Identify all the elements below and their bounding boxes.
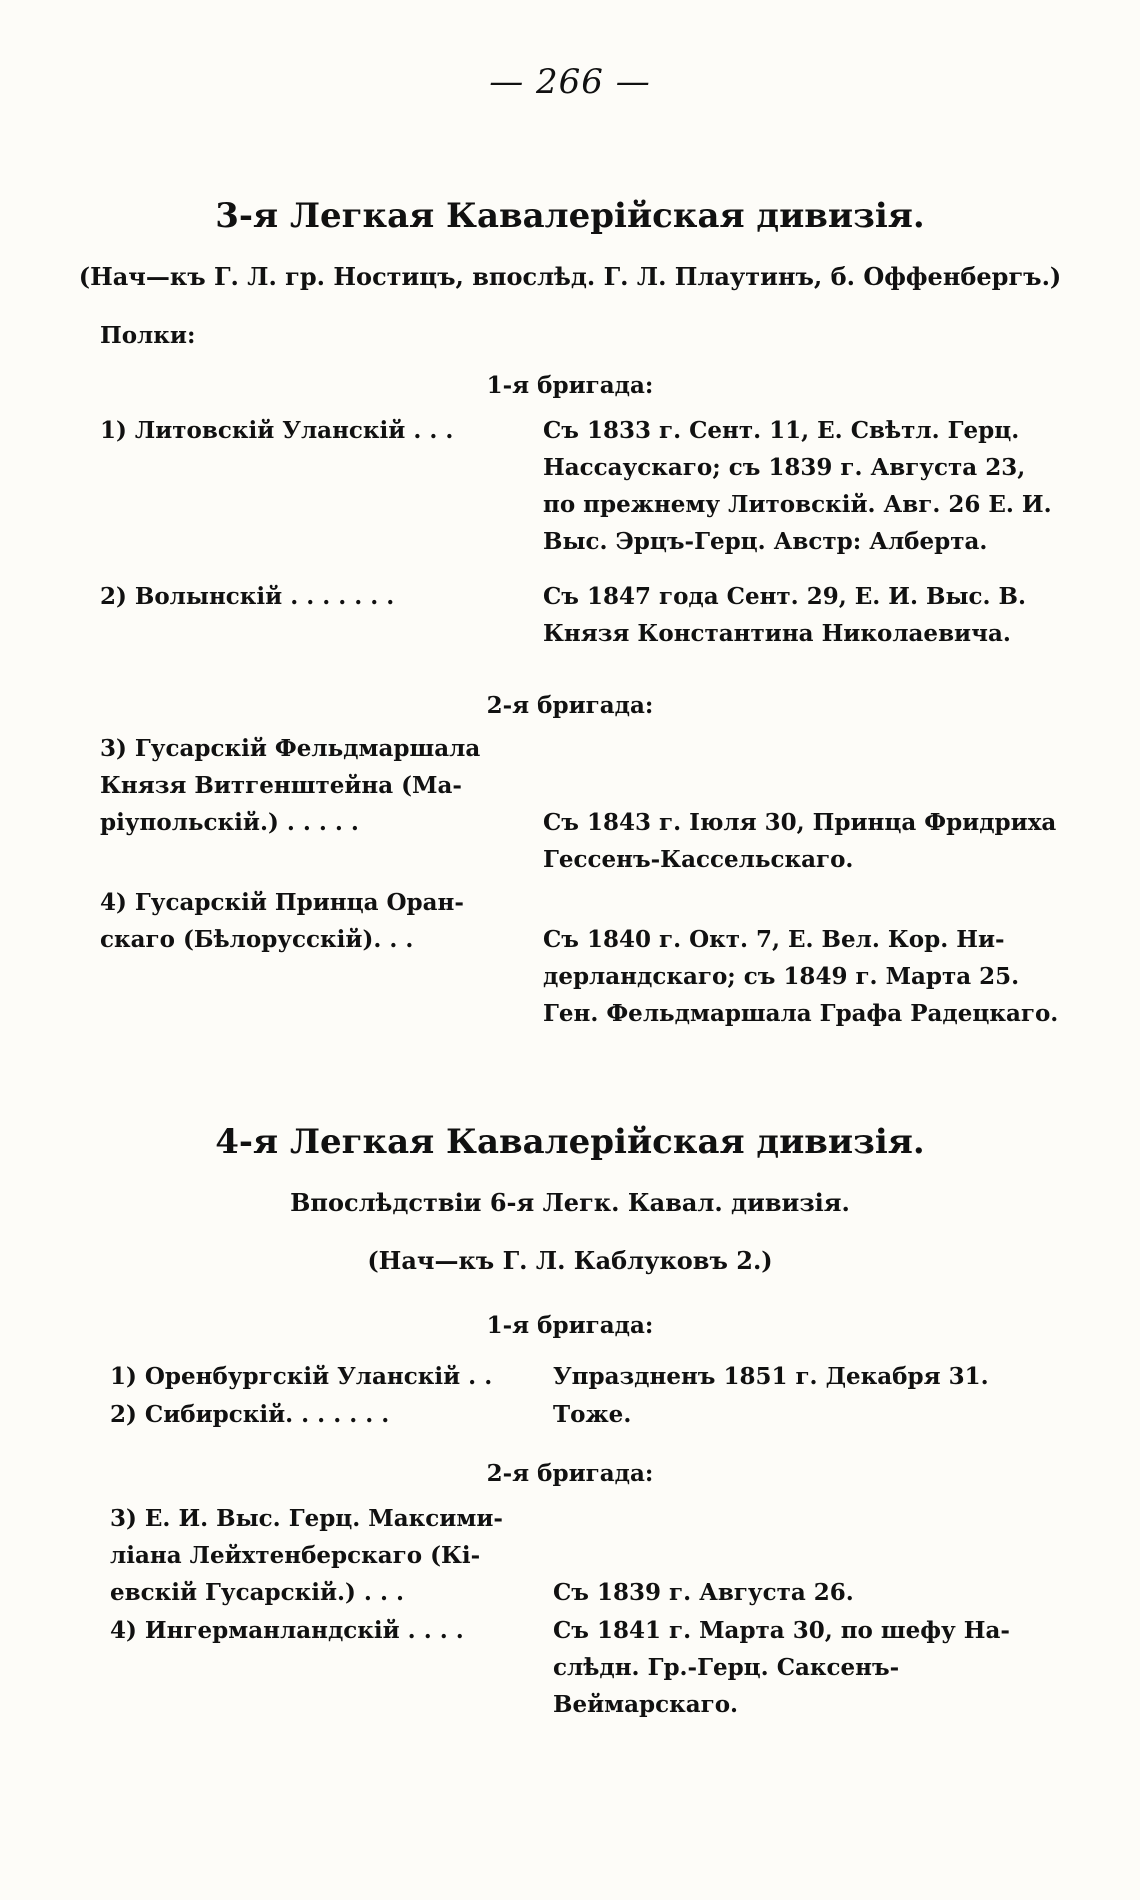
- regiment-note: Съ 1841 г. Марта 30, по шефу На- слѣдн. Гр.-Герц. Саксенъ-Веймарскаго.: [553, 1617, 1010, 1718]
- division-3-regiment-3: [100, 730, 1080, 873]
- regiment-note: Съ 1843 г. Іюля 30, Принца Фридриха Гессенъ-Кассельскаго.: [543, 809, 1057, 873]
- division-4-brigade-1-label: 1-я бригада:: [486, 1312, 654, 1339]
- regiment-note: Упраздненъ 1851 г. Декабря 31.: [553, 1363, 989, 1390]
- division-3-brigade-2-label: 2-я бригада:: [486, 692, 654, 719]
- page-number: — 266 —: [489, 62, 651, 102]
- division-4-regiment-1: [110, 1358, 1070, 1395]
- regiment-name: 3) Е. И. Выс. Герц. Максими- ліана Лейхтенберскаго (Кі- евскій Гусарскій.) . . .: [110, 1505, 503, 1606]
- division-3-brigade-1-label: 1-я бригада:: [486, 372, 654, 399]
- division-3-regiment-2: [100, 578, 1080, 658]
- division-4-regiment-2: [110, 1396, 1070, 1433]
- regiment-name: 2) Сибирскій. . . . . . .: [110, 1401, 390, 1428]
- division-4-brigade-2-label: 2-я бригада:: [486, 1460, 654, 1487]
- division-4-regiment-4: [110, 1612, 1070, 1718]
- regiment-note: Съ 1840 г. Окт. 7, Е. Вел. Кор. Ни- дерландскаго; съ 1849 г. Марта 25. Ген. Фельдмаршала Графа Радецкаго.: [543, 926, 1059, 1027]
- division-4-commander: (Нач—къ Г. Л. Каблуковъ 2.): [367, 1246, 773, 1275]
- division-4-regiment-3: [110, 1500, 1070, 1615]
- division-3-commander: (Нач—къ Г. Л. гр. Ностицъ, впослѣд. Г. Л. Плаутинъ, б. Оффенбергъ.): [78, 262, 1062, 291]
- regiments-label: Полки:: [100, 322, 196, 349]
- division-3-title: 3-я Легкая Кавалерійская дивизія.: [215, 196, 925, 236]
- regiment-name: 3) Гусарскій Фельдмаршала Князя Витгенштейна (Ма- ріупольскій.) . . . . .: [100, 735, 481, 836]
- regiment-name: 1) Литовскій Уланскій . . .: [100, 417, 454, 444]
- regiment-name: 4) Ингерманландскій . . . .: [110, 1617, 464, 1644]
- regiment-note: Съ 1839 г. Августа 26.: [553, 1579, 854, 1606]
- division-3-regiment-4: [100, 884, 1080, 1027]
- division-4-title: 4-я Легкая Кавалерійская дивизія.: [215, 1122, 925, 1162]
- regiment-note: Съ 1847 года Сент. 29, Е. И. Выс. В. Князя Константина Николаевича.: [543, 583, 1026, 647]
- regiment-name: 4) Гусарскій Принца Оран- скаго (Бѣлорусскій). . .: [100, 889, 464, 953]
- regiment-note: Тоже.: [553, 1401, 632, 1428]
- division-3-regiment-1: [100, 412, 1080, 562]
- division-4-later-name: Впослѣдствіи 6-я Легк. Кавал. дивизія.: [290, 1188, 850, 1217]
- regiment-name: 2) Волынскій . . . . . . .: [100, 583, 395, 610]
- regiment-name: 1) Оренбургскій Уланскій . .: [110, 1363, 493, 1390]
- regiment-note: Съ 1833 г. Сент. 11, Е. Свѣтл. Герц. Нассаускаго; съ 1839 г. Августа 23, по прежнему Литовскій. Авг. 26 Е. И. Выс. Эрцъ-Герц. Австр: Алберта.: [543, 417, 1052, 555]
